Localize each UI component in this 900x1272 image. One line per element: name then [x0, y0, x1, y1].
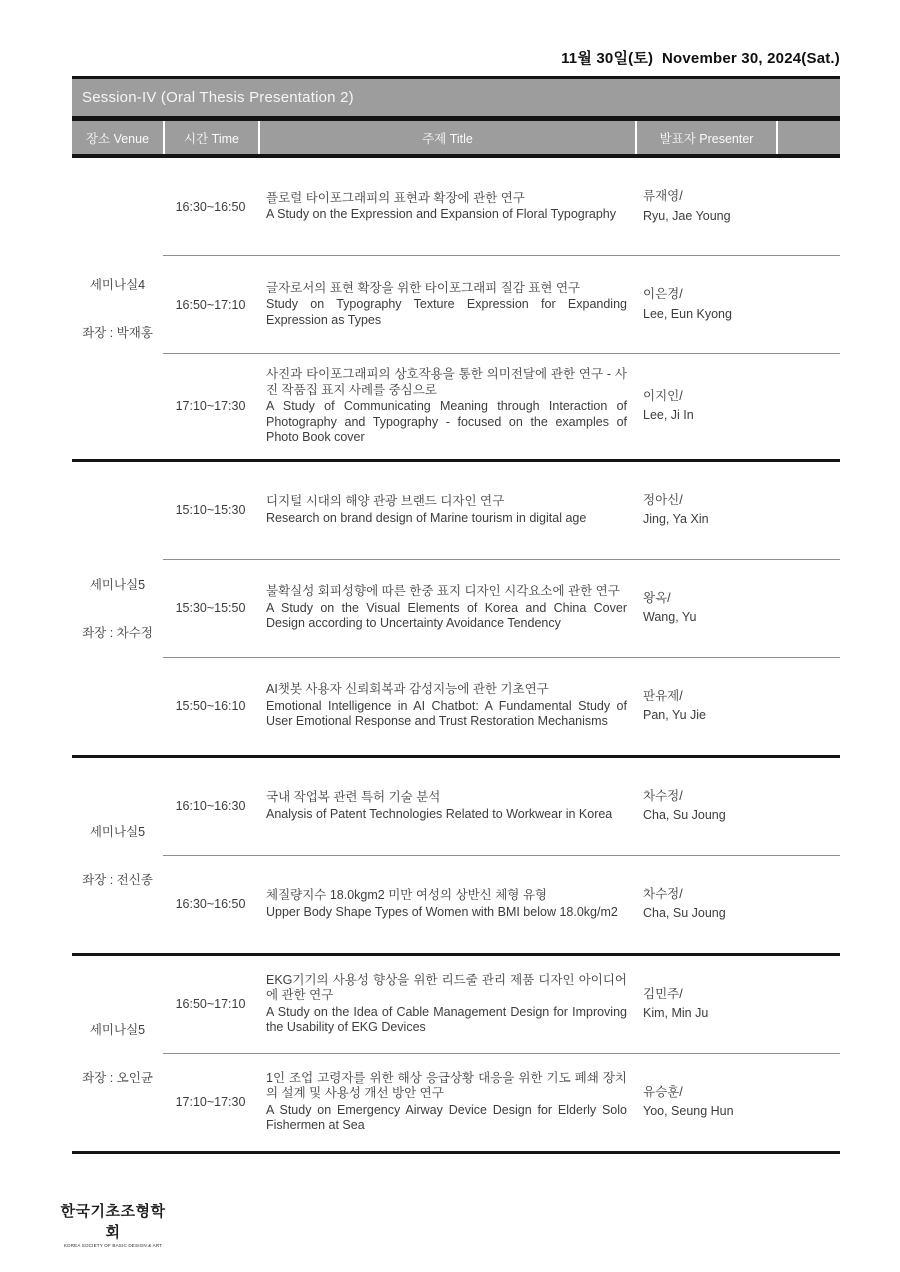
presenter-korean: 이은경/	[643, 287, 683, 302]
presenter-english: Wang, Yu	[643, 610, 697, 624]
presenter-english: Lee, Eun Kyong	[643, 306, 732, 321]
table-column-header	[72, 116, 840, 158]
time-cell: 17:10~17:30	[175, 1095, 246, 1109]
venue-cell	[72, 462, 163, 755]
group-rows	[163, 158, 840, 459]
presenter-cell	[635, 187, 840, 226]
venue-cell	[72, 956, 163, 1151]
presenter-english: Ryu, Jae Young	[643, 208, 731, 223]
presenter-english: Yoo, Seung Hun	[643, 1104, 734, 1118]
paper-row	[163, 559, 840, 657]
title-cell	[258, 1058, 635, 1147]
paper-title-korean: 불확실성 회피성향에 따른 한중 표지 디자인 시각요소에 관한 연구	[266, 584, 620, 599]
time-cell: 17:10~17:30	[175, 399, 246, 414]
title-cell	[258, 354, 635, 459]
column-header-time: 시간 Time	[163, 121, 258, 154]
title-cell	[258, 178, 635, 236]
society-logo	[57, 1200, 169, 1248]
paper-title-english: Emotional Intelligence in AI Chatbot: A Fundamental Study of User Emotional Response and Trust Restoration Mechanisms	[266, 698, 627, 729]
session-group-seminar5-b	[72, 758, 840, 956]
presenter-cell	[635, 687, 840, 726]
presenter-korean: 차수정/	[643, 886, 683, 901]
presenter-korean: 이지인/	[643, 388, 683, 403]
presenter-cell	[635, 285, 840, 324]
paper-title-english: A Study on the Idea of Cable Management Design for Improving the Usability of EKG Devices	[266, 1004, 627, 1034]
chair-label: 좌장 : 박재홍	[82, 326, 153, 341]
time-cell: 16:50~17:10	[175, 297, 246, 312]
presenter-english: Kim, Min Ju	[643, 1006, 709, 1020]
presenter-cell	[635, 491, 840, 530]
chair-label: 좌장 : 전신종	[82, 873, 153, 887]
presenter-cell	[635, 387, 840, 426]
paper-title-english: A Study on Emergency Airway Device Design for Elderly Solo Fishermen at Sea	[266, 1102, 627, 1132]
venue-cell	[72, 758, 163, 953]
column-header-empty	[776, 121, 840, 154]
paper-row	[163, 462, 840, 559]
paper-title-english: A Study of Communicating Meaning through Interaction of Photography and Typography - focused on the examples of Photo Book cover	[266, 399, 627, 444]
paper-row	[163, 855, 840, 953]
society-logo-english: KOREA SOCIETY OF BASIC DESIGN & ART	[63, 1242, 163, 1248]
paper-title-korean: EKG기기의 사용성 향상을 위한 리드줄 관리 제품 디자인 아이디어에 관한 연구	[266, 972, 627, 1002]
time-cell: 15:50~16:10	[175, 699, 246, 713]
title-cell	[258, 571, 635, 645]
paper-title-korean: 디지털 시대의 해양 관광 브랜드 디자인 연구	[266, 494, 505, 508]
presenter-cell	[635, 985, 840, 1024]
paper-title-korean: AI챗봇 사용자 신뢰회복과 감성지능에 관한 기초연구	[266, 682, 549, 697]
paper-row	[163, 158, 840, 255]
presenter-korean: 김민주/	[643, 986, 683, 1001]
time-cell: 15:10~15:30	[175, 503, 246, 517]
session-group-seminar4	[72, 158, 840, 462]
presenter-english: Lee, Ji In	[643, 408, 694, 423]
session-header-bar	[72, 76, 840, 116]
presenter-english: Cha, Su Joung	[643, 808, 726, 822]
presenter-english: Jing, Ya Xin	[643, 512, 709, 526]
paper-row	[163, 255, 840, 353]
session-title: Session-IV (Oral Thesis Presentation 2)	[82, 89, 354, 106]
time-cell: 16:30~16:50	[175, 897, 246, 911]
presenter-cell	[635, 885, 840, 924]
time-cell: 15:30~15:50	[175, 601, 246, 615]
paper-title-english: Upper Body Shape Types of Women with BMI below 18.0kg/m2	[266, 904, 618, 919]
paper-row	[163, 353, 840, 459]
time-cell: 16:10~16:30	[175, 799, 246, 813]
venue-label: 세미나실5	[89, 825, 146, 839]
venue-label: 세미나실4	[89, 278, 146, 293]
title-cell	[258, 875, 635, 933]
paper-title-english: A Study on the Visual Elements of Korea and China Cover Design according to Uncertainty Avoidance Tendency	[266, 600, 627, 631]
title-cell	[258, 481, 635, 539]
program-content	[60, 0, 840, 1248]
time-cell: 16:50~17:10	[175, 997, 246, 1011]
title-cell	[258, 268, 635, 342]
paper-title-english: Research on brand design of Marine tourism in digital age	[266, 510, 587, 525]
presenter-cell	[635, 787, 840, 826]
chair-label: 좌장 : 차수정	[82, 626, 153, 640]
paper-title-korean: 체질량지수 18.0kgm2 미만 여성의 상반신 체형 유형	[266, 888, 548, 902]
column-header-presenter: 발표자 Presenter	[635, 121, 776, 154]
presenter-english: Pan, Yu Jie	[643, 708, 707, 722]
presenter-english: Cha, Su Joung	[643, 906, 726, 920]
paper-row	[163, 758, 840, 855]
title-cell	[258, 777, 635, 835]
presenter-korean: 류재영/	[643, 189, 683, 204]
presenter-korean: 유승훈/	[643, 1084, 683, 1099]
group-rows	[163, 956, 840, 1151]
presenter-korean: 정아신/	[643, 492, 683, 507]
presenter-korean: 차수정/	[643, 788, 683, 803]
venue-label: 세미나실5	[89, 578, 146, 592]
session-group-seminar5-c	[72, 956, 840, 1154]
time-cell: 16:30~16:50	[175, 199, 246, 214]
paper-title-english: Analysis of Patent Technologies Related to Workwear in Korea	[266, 806, 613, 821]
paper-row	[163, 1053, 840, 1151]
presenter-cell	[635, 589, 840, 628]
paper-title-korean: 1인 조업 고령자를 위한 해상 응급상황 대응을 위한 기도 폐쇄 장치의 설계 및 사용성 개선 방안 연구	[266, 1070, 627, 1100]
paper-row	[163, 956, 840, 1053]
paper-title-korean: 사진과 타이포그래피의 상호작용을 통한 의미전달에 관한 연구 - 사진 작품집 표지 사례를 중심으로	[266, 367, 627, 397]
title-cell	[258, 960, 635, 1049]
paper-title-korean: 국내 작업복 관련 특허 기술 분석	[266, 790, 441, 804]
paper-row	[163, 657, 840, 755]
paper-title-english: A Study on the Expression and Expansion of Floral Typography	[266, 207, 616, 221]
date-line: 11월 30일(토) November 30, 2024(Sat.)	[561, 50, 840, 67]
presenter-korean: 판유제/	[643, 688, 683, 703]
society-logo-korean: 한국기초조형학회	[60, 1202, 166, 1241]
group-rows	[163, 462, 840, 755]
column-header-title: 주제 Title	[258, 121, 635, 154]
title-cell	[258, 669, 635, 743]
paper-title-korean: 글자로서의 표현 확장을 위한 타이포그래피 질감 표현 연구	[266, 280, 581, 295]
presenter-korean: 왕옥/	[643, 590, 671, 605]
chair-label: 좌장 : 오인균	[82, 1071, 153, 1085]
paper-title-korean: 플로럴 타이포그래피의 표현과 확장에 관한 연구	[266, 190, 525, 205]
group-rows	[163, 758, 840, 953]
venue-label: 세미나실5	[89, 1023, 146, 1037]
presenter-cell	[635, 1083, 840, 1122]
column-header-venue: 장소 Venue	[85, 131, 150, 146]
paper-title-english: Study on Typography Texture Expression for Expanding Expression as Types	[266, 297, 627, 327]
venue-cell	[72, 158, 163, 459]
session-group-seminar5-a	[72, 462, 840, 758]
